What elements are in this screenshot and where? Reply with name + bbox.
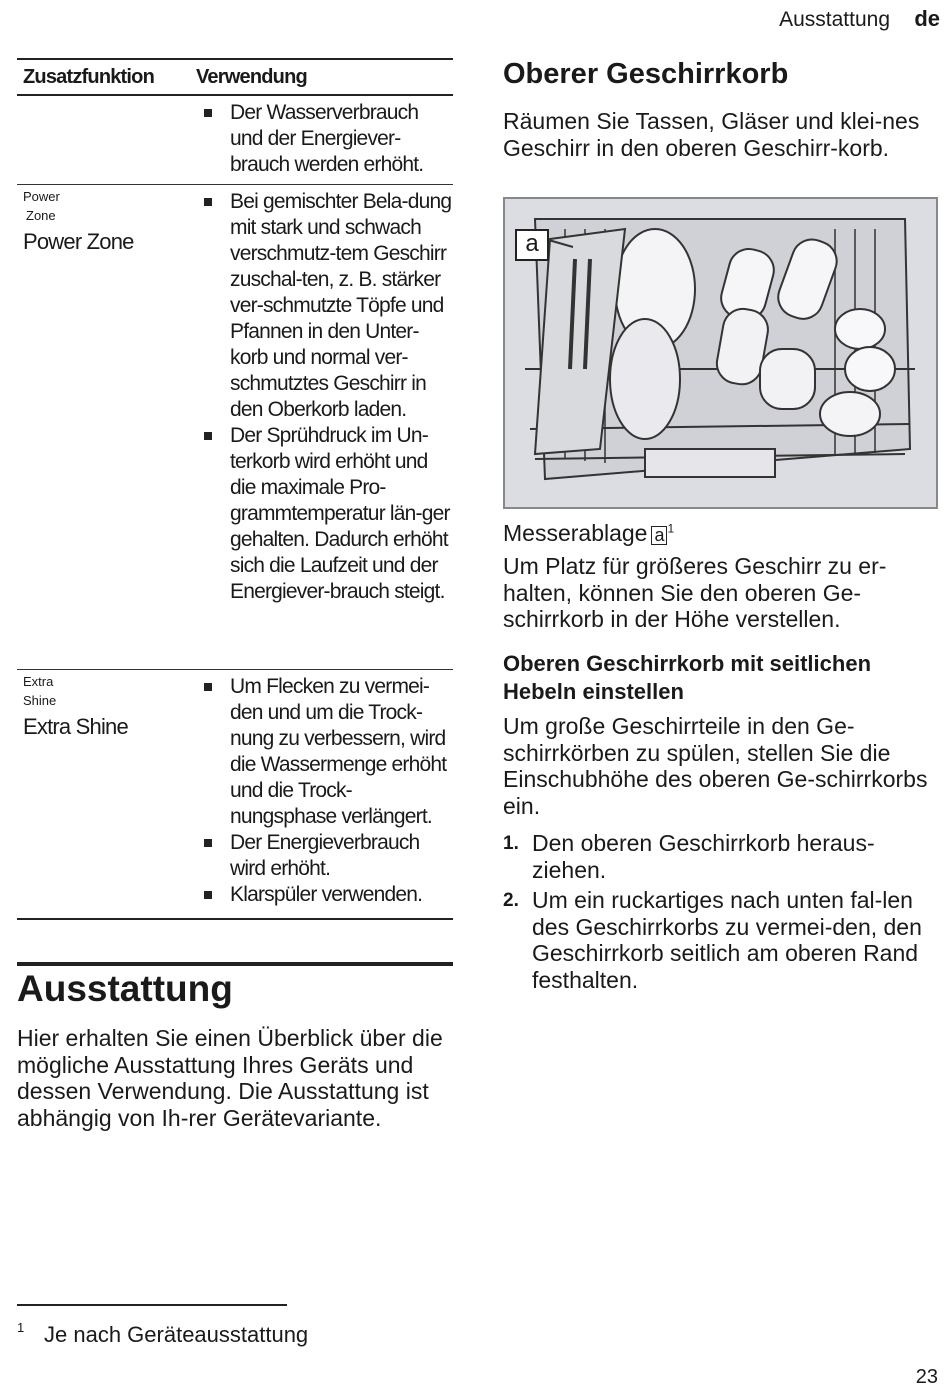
step-text: Um ein ruckartiges nach unten fal-len des Geschirrkorbs zu vermei-den, den Geschirrkorb seitlich am oberen Rand festhalten.: [532, 887, 922, 993]
figure-label-a: a: [515, 229, 549, 261]
figure-caption: [503, 520, 674, 547]
usage-bullet: Der Energieverbrauch wird erhöht.: [202, 830, 453, 882]
dish-rack-drawing: [505, 199, 936, 507]
function-name: Power Zone: [23, 229, 134, 254]
usage-cell: [190, 670, 453, 918]
list-item: [503, 830, 933, 883]
section-intro: Hier erhalten Sie einen Überblick über die mögliche Ausstattung Ihres Geräts und dessen Verwendung. Die Ausstattung ist abhängig von Ih-rer Gerätevariante.: [17, 1025, 443, 1131]
upper-basket-heading: Oberer Geschirrkorb: [503, 58, 789, 90]
usage-bullet: Bei gemischter Bela-dung mit stark und schwach verschmutz-tem Geschirr zuschal-ten, z. B. stärker ver-schmutzte Töpfe und Pfannen in den Unter-korb und normal ver-schmutztes Geschirr in den Oberkorb laden.: [202, 189, 453, 423]
caption-label-box: a: [651, 526, 667, 545]
usage-bullet: Der Wasserverbrauch und der Energiever-brauch werden erhöht.: [202, 100, 453, 178]
section-rule: [17, 962, 453, 966]
additional-functions-table: [17, 58, 453, 920]
usage-bullet: Klarspüler verwenden.: [202, 882, 453, 908]
function-name: Extra Shine: [23, 714, 128, 739]
footnote-ref: 1: [667, 521, 675, 536]
table-header-row: [17, 58, 453, 96]
step-text: Den oberen Geschirrkorb heraus-ziehen.: [532, 830, 875, 883]
table-row: [17, 96, 453, 185]
usage-cell: [190, 185, 453, 669]
table-row: [17, 185, 453, 670]
lever-adjust-subheading: Oberen Geschirrkorb mit seitlichen Hebeln einstellen: [503, 651, 872, 704]
height-adjust-paragraph: Um Platz für größeres Geschirr zu er-halten, können Sie den oberen Ge-schirrkorb in der Höhe verstellen.: [503, 553, 887, 632]
upper-basket-illustration: [503, 197, 938, 509]
function-cell: [17, 185, 190, 669]
usage-bullet: Um Flecken zu vermei-den und um die Trock-nung zu verbessern, wird die Wassermenge erhöht und die Trock-nungsphase verlängert.: [202, 674, 453, 830]
footnote-mark: 1: [17, 1320, 25, 1335]
usage-cell: [190, 96, 453, 184]
running-header-language: de: [914, 6, 940, 31]
power-zone-icon: Power Zone: [23, 189, 60, 223]
footnote-text: Je nach Geräteausstattung: [44, 1322, 309, 1347]
caption-text: Messerablage: [503, 520, 648, 546]
section-heading: Ausstattung: [17, 968, 233, 1009]
step-number: 1.: [503, 833, 519, 854]
table-row: [17, 670, 453, 920]
upper-basket-intro: Räumen Sie Tassen, Gläser und klei-nes Geschirr in den oberen Geschirr-korb.: [503, 108, 920, 161]
page-number: 23: [915, 1366, 938, 1388]
list-item: [503, 887, 933, 993]
extra-shine-icon: Extra Shine: [23, 674, 57, 708]
column-header-function: Zusatzfunktion: [23, 65, 155, 88]
step-number: 2.: [503, 890, 519, 911]
footnote-rule: [17, 1304, 287, 1306]
function-cell: [17, 670, 190, 918]
instruction-steps: [503, 830, 933, 997]
function-cell: [17, 96, 190, 184]
column-header-usage: Verwendung: [196, 65, 307, 88]
lever-adjust-paragraph: Um große Geschirrteile in den Ge-schirrkörben zu spülen, stellen Sie die Einschubhöhe des oberen Ge-schirrkorbs ein.: [503, 713, 928, 819]
running-header-section: Ausstattung: [779, 8, 890, 31]
usage-bullet: Der Sprühdruck im Un-terkorb wird erhöht und die maximale Pro-grammtemperatur län-ger gehalten. Dadurch erhöht sich die Laufzeit und der Energiever-brauch steigt.: [202, 423, 453, 605]
